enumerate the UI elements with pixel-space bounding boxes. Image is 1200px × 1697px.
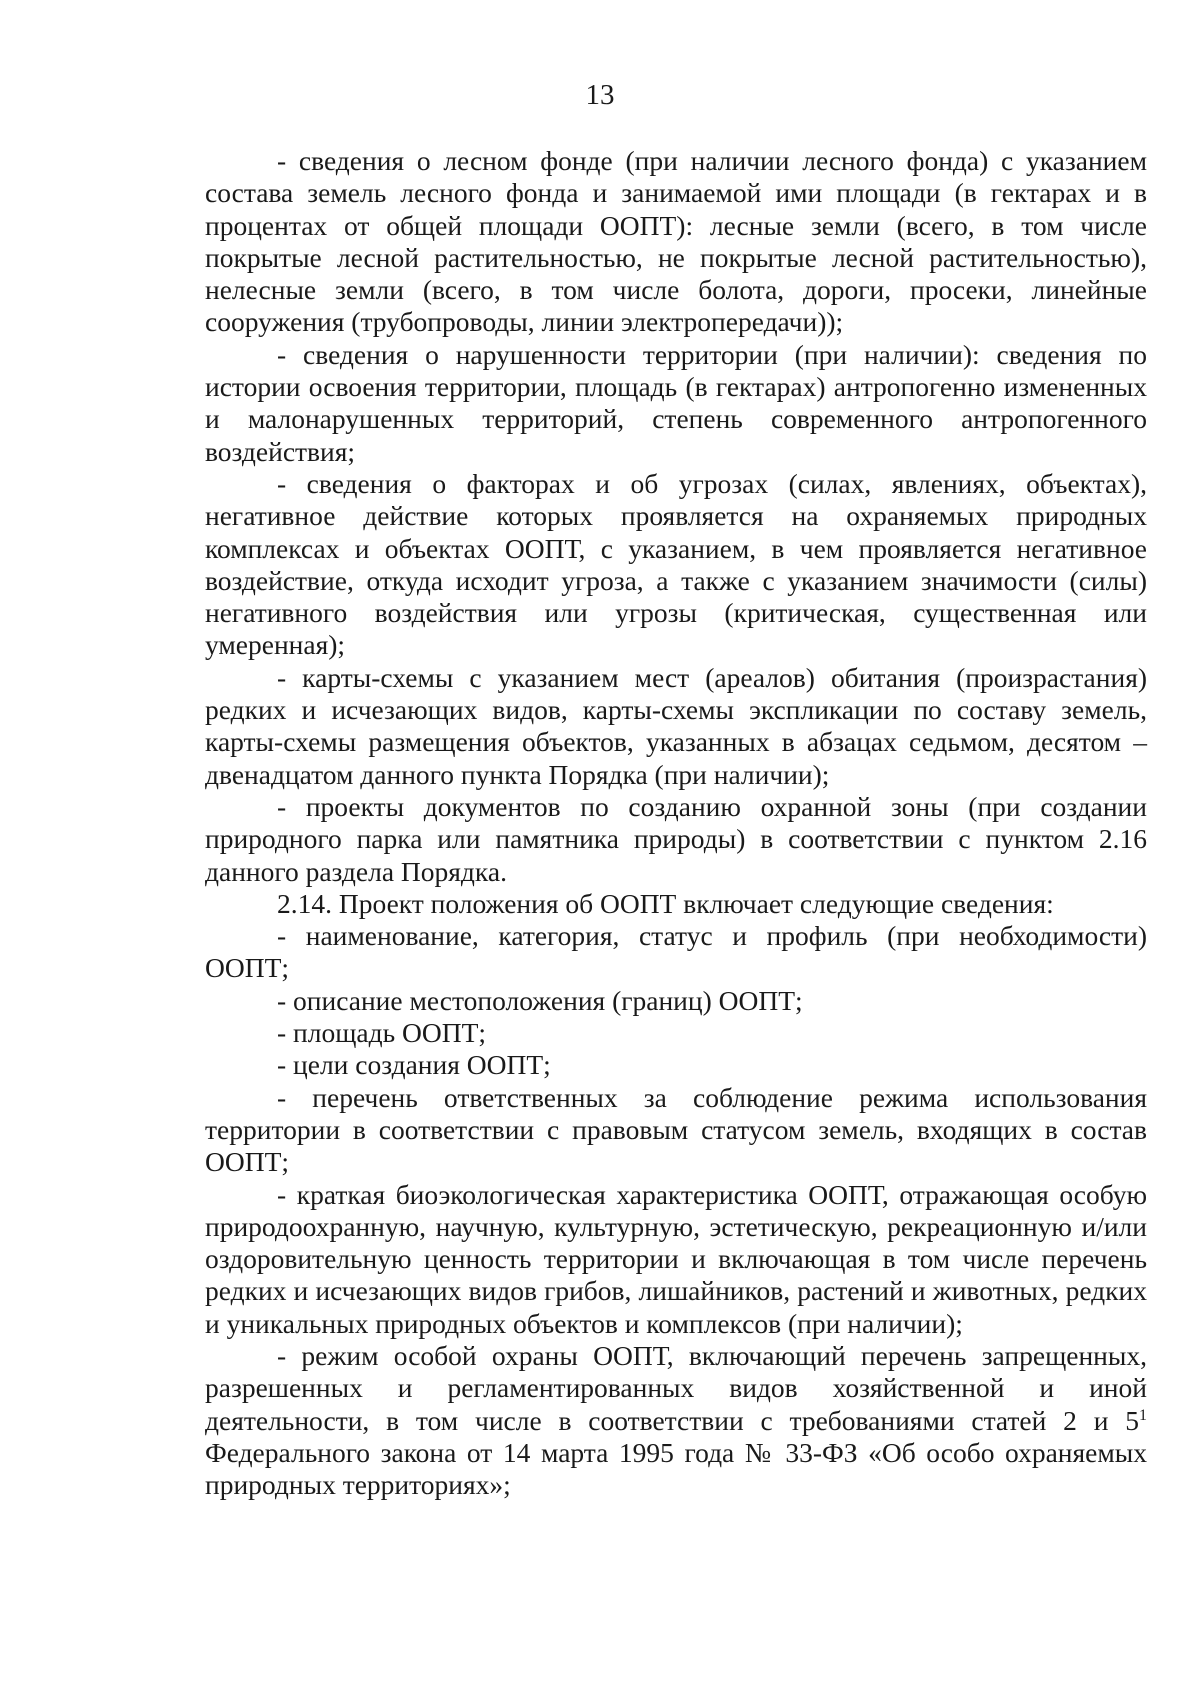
paragraph-name-category: - наименование, категория, статус и профиль (при необходимости) ООПТ; [205,920,1147,984]
paragraph-map-schemes: - карты-схемы с указанием мест (ареалов) обитания (произрастания) редких и исчезающих видов, карты-схемы экспликации по составу земель, карты-схемы размещения объектов, указанных в абзацах седьмом, десятом – двенадцатом данного пункта Порядка (при наличии); [205,661,1147,790]
document-body [205,145,1147,1501]
paragraph-creation-goals: - цели создания ООПТ; [277,1049,551,1081]
regime-text-start: - режим особой охраны ООПТ, включающий перечень запрещенных, разрешенных и регламентированных видов хозяйственной и иной деятельности, в том числе в соответствии с требованиями статей 2 и 5 [205,1339,1147,1436]
paragraph-area: - площадь ООПТ; [277,1017,487,1049]
paragraph-responsible-list: - перечень ответственных за соблюдение режима использования территории в соответствии с правовым статусом земель, входящих в состав ООПТ; [205,1081,1147,1178]
paragraph-territory-disturbance: - сведения о нарушенности территории (при наличии): сведения по истории освоения территории, площадь (в гектарах) антропогенно измененных и малонарушенных территорий, степень современного антропогенного воздействия; [205,338,1147,467]
paragraph-special-protection-regime [205,1340,1147,1501]
paragraph-protection-zone-drafts: - проекты документов по созданию охранной зоны (при создании природного парка или памятника природы) в соответствии с пунктом 2.16 данного раздела Порядка. [205,790,1147,887]
paragraph-bioecological-characteristics: - краткая биоэкологическая характеристика ООПТ, отражающая особую природоохранную, научную, культурную, эстетическую, рекреационную и/или оздоровительную ценность территории и включающая в том числе перечень редких и исчезающих видов грибов, лишайников, растений и животных, редких и уникальных природных объектов и комплексов (при наличии); [205,1178,1147,1339]
page-number: 13 [585,79,615,111]
paragraph-section-2-14: 2.14. Проект положения об ООПТ включает следующие сведения: [277,887,1054,919]
paragraph-location-description: - описание местоположения (границ) ООПТ; [277,984,803,1016]
regime-text-end: Федерального закона от 14 марта 1995 года № 33-ФЗ «Об особо охраняемых природных территориях»; [205,1436,1147,1501]
article-superscript: 1 [1139,1406,1147,1424]
paragraph-threat-factors: - сведения о факторах и об угрозах (силах, явлениях, объектах), негативное действие которых проявляется на охраняемых природных комплексах и объектах ООПТ, с указанием, в чем проявляется негативное воздействие, откуда исходит угроза, а также с указанием значимости (силы) негативного воздействия или угрозы (критическая, существенная или умеренная); [205,467,1147,661]
paragraph-forest-fund: - сведения о лесном фонде (при наличии лесного фонда) с указанием состава земель лесного фонда и занимаемой ими площади (в гектарах и в процентах от общей площади ООПТ): лесные земли (всего, в том числе покрытые лесной растительностью, не покрытые лесной растительностью), нелесные земли (всего, в том числе болота, дороги, просеки, линейные сооружения (трубопроводы, линии электропередачи)); [205,145,1147,338]
